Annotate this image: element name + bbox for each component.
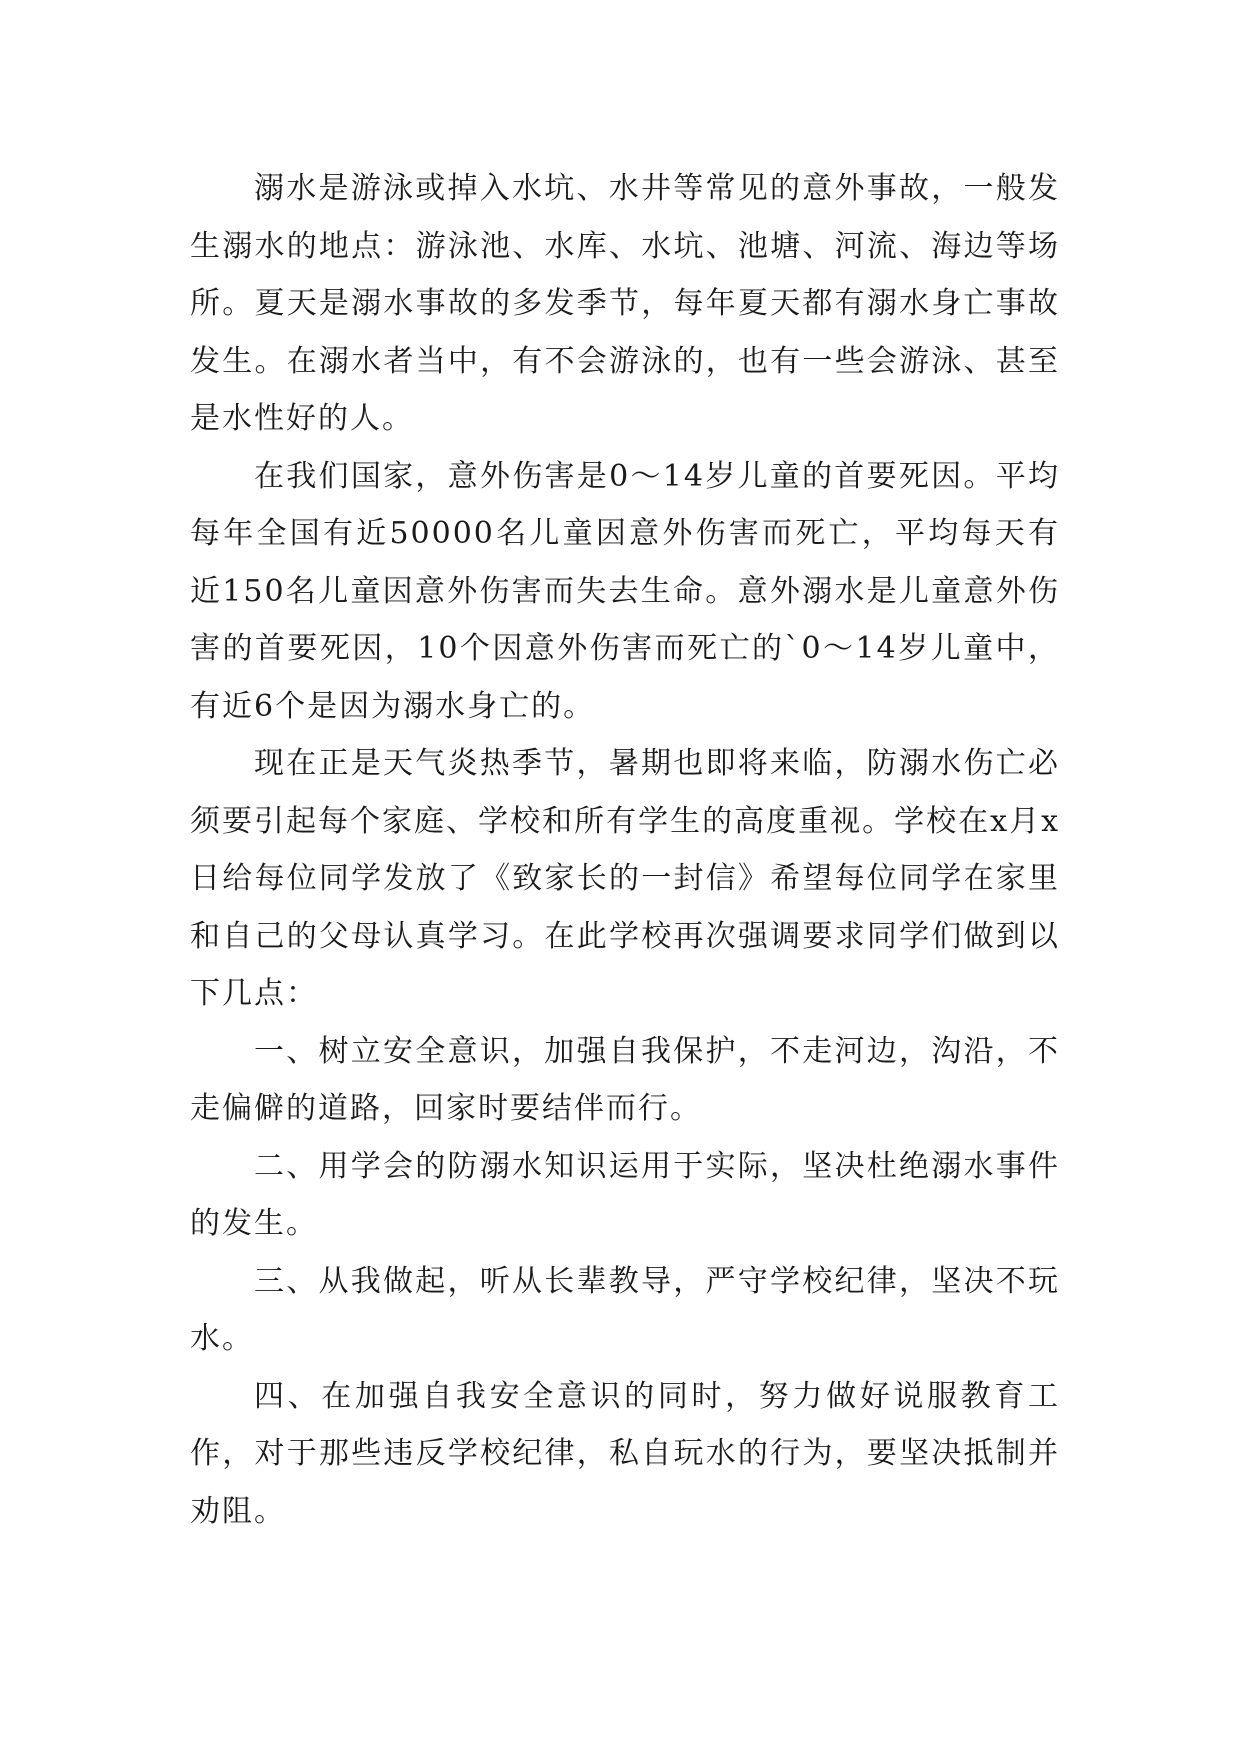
paragraph-drowning-intro: 溺水是游泳或掉入水坑、水井等常见的意外事故，一般发生溺水的地点：游泳池、水库、水坑、池塘、河流、海边等场所。夏天是溺水事故的多发季节，每年夏天都有溺水身亡事故发生。在溺水者当中，有不会游泳的，也有一些会游泳、甚至是水性好的人。 [190, 171, 1060, 436]
paragraph-child-statistics: 在我们国家，意外伤害是0～14岁儿童的首要死因。平均每年全国有近50000名儿童因意外伤害而死亡，平均每天有近150名儿童因意外伤害而失去生命。意外溺水是儿童意外伤害的首要死因，10个因意外伤害而死亡的`0～14岁儿童中，有近6个是因为溺水身亡的。 [190, 458, 1060, 724]
paragraph-point-three: 三、从我做起，听从长辈教导，严守学校纪律，坚决不玩水。 [190, 1263, 1060, 1356]
paragraph-point-one: 一、树立安全意识，加强自我保护，不走河边，沟沿，不走偏僻的道路，回家时要结伴而行。 [190, 1033, 1060, 1126]
paragraph-point-two: 二、用学会的防溺水知识运用于实际，坚决杜绝溺水事件的发生。 [190, 1148, 1060, 1241]
document-body [190, 160, 1060, 1540]
paragraph-point-four: 四、在加强自我安全意识的同时，努力做好说服教育工作，对于那些违反学校纪律，私自玩水的行为，要坚决抵制并劝阻。 [190, 1378, 1060, 1529]
paragraph-school-notice: 现在正是天气炎热季节，暑期也即将来临，防溺水伤亡必须要引起每个家庭、学校和所有学生的高度重视。学校在x月x日给每位同学发放了《致家长的一封信》希望每位同学在家里和自己的父母认真学习。在此学校再次强调要求同学们做到以下几点： [190, 746, 1060, 1011]
